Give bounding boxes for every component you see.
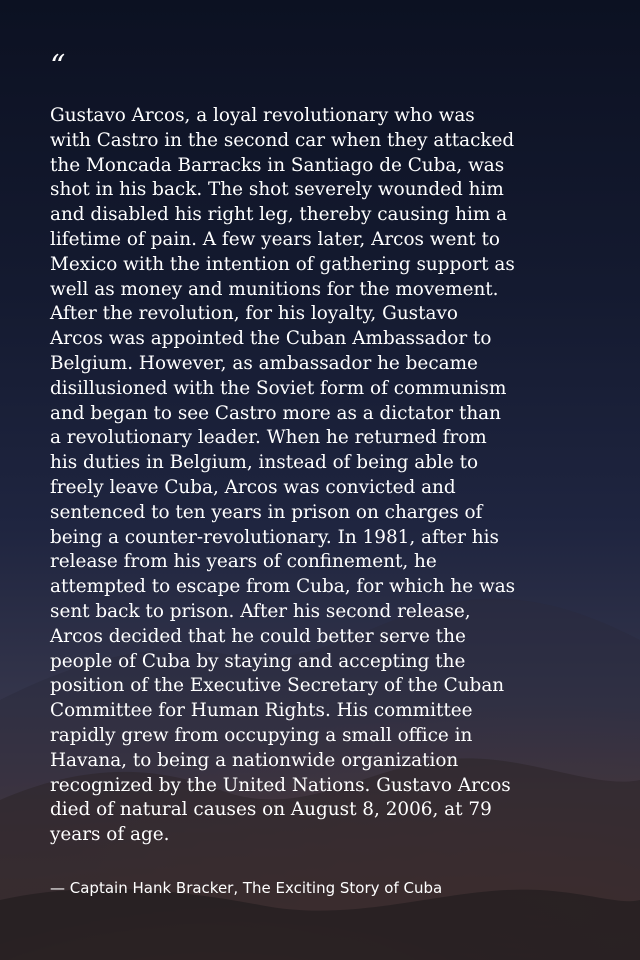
quote-text: Gustavo Arcos, a loyal revolutionary who was with Castro in the second car when they attacked the Moncada Barracks in Santiago de Cuba, was shot in his back. The shot severely wounded him and disabled his right leg, thereby causing him a lifetime of pain. A few years later, Arcos went to Mexico with the intention of gathering support as well as money and munitions for the movement. After the revolution, for his loyalty, Gustavo Arcos was appointed the Cuban Ambassador to Belgium. However, as ambassador he became disillusioned with the Soviet form of communism and began to see Castro more as a dictator than a revolutionary leader. When he returned from his duties in Belgium, instead of being able to freely leave Cuba, Arcos was convicted and sentenced to ten years in prison on charges of being a counter-revolutionary. In 1981, after his release from his years of confinement, he attempted to escape from Cuba, for which he was sent back to prison. After his second release, Arcos decided that he could better serve the people of Cuba by staying and accepting the position of the Executive Secretary of the Cuban Committee for Human Rights. His committee rapidly grew from occupying a small office in Havana, to being a nationwide organization recognized by the United Nations. Gustavo Arcos died of natural causes on August 8, 2006, at 79 years of age. — [50, 105, 516, 846]
quote-mark-icon: “ — [50, 49, 66, 84]
quote-card — [50, 49, 595, 898]
quote-attribution: — Captain Hank Bracker, The Exciting Story of Cuba — [50, 878, 443, 897]
